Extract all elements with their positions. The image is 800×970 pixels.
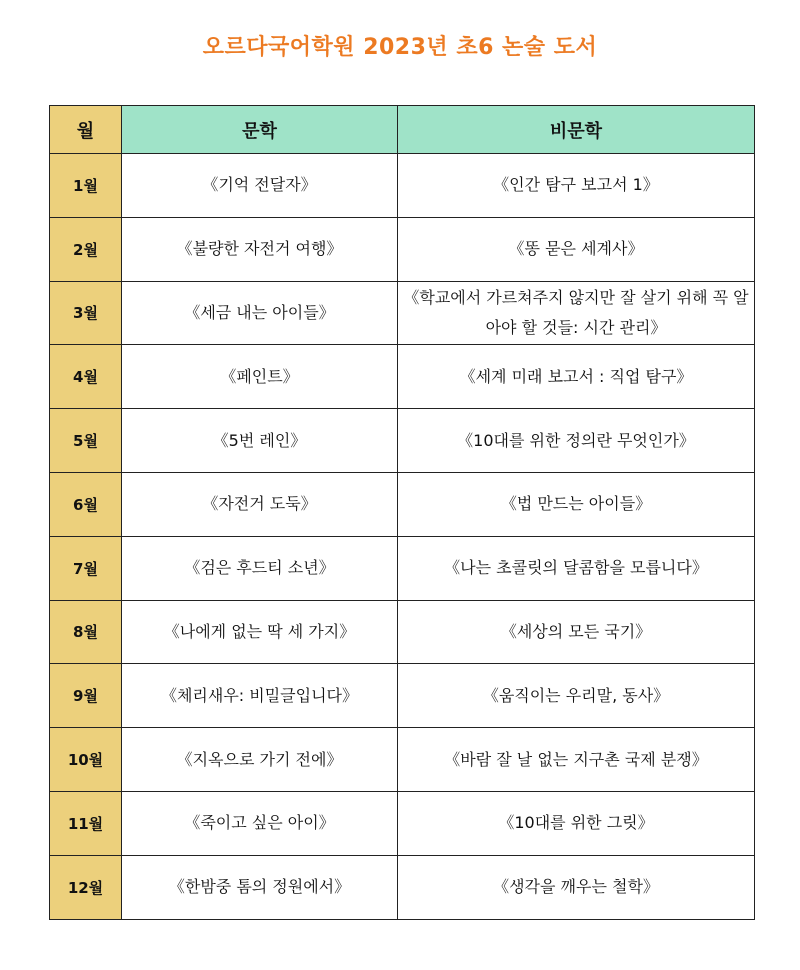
nonliterature-book-cell: 《세상의 모든 국기》 (398, 600, 755, 664)
nonliterature-book-cell: 《10대를 위한 그릿》 (398, 791, 755, 855)
nonliterature-book-cell: 《법 만드는 아이들》 (398, 472, 755, 536)
month-cell: 7월 (50, 536, 122, 600)
table-row (50, 855, 755, 919)
month-cell: 4월 (50, 345, 122, 409)
header-month: 월 (50, 106, 122, 154)
nonliterature-book-cell: 《바람 잘 날 없는 지구촌 국제 분쟁》 (398, 728, 755, 792)
table-row (50, 281, 755, 345)
literature-book-cell: 《검은 후드티 소년》 (122, 536, 398, 600)
table-row (50, 154, 755, 218)
month-cell: 12월 (50, 855, 122, 919)
literature-book-cell: 《세금 내는 아이들》 (122, 281, 398, 345)
month-cell: 2월 (50, 217, 122, 281)
literature-book-cell: 《불량한 자전거 여행》 (122, 217, 398, 281)
literature-book-cell: 《나에게 없는 딱 세 가지》 (122, 600, 398, 664)
literature-book-cell: 《체리새우: 비밀글입니다》 (122, 664, 398, 728)
table-row (50, 664, 755, 728)
literature-book-cell: 《한밤중 톰의 정원에서》 (122, 855, 398, 919)
nonliterature-book-cell: 《움직이는 우리말, 동사》 (398, 664, 755, 728)
month-cell: 10월 (50, 728, 122, 792)
month-cell: 3월 (50, 281, 122, 345)
reading-schedule-table (49, 105, 755, 920)
month-cell: 11월 (50, 791, 122, 855)
nonliterature-book-cell: 《학교에서 가르쳐주지 않지만 잘 살기 위해 꼭 알아야 할 것들: 시간 관리》 (398, 281, 755, 345)
table-row (50, 345, 755, 409)
month-cell: 6월 (50, 472, 122, 536)
table-row (50, 600, 755, 664)
nonliterature-book-cell: 《똥 묻은 세계사》 (398, 217, 755, 281)
nonliterature-book-cell: 《인간 탐구 보고서 1》 (398, 154, 755, 218)
table-row (50, 409, 755, 473)
literature-book-cell: 《자전거 도둑》 (122, 472, 398, 536)
header-nonliterature: 비문학 (398, 106, 755, 154)
nonliterature-book-cell: 《생각을 깨우는 철학》 (398, 855, 755, 919)
table-row (50, 536, 755, 600)
table-header-row (50, 106, 755, 154)
month-cell: 5월 (50, 409, 122, 473)
literature-book-cell: 《지옥으로 가기 전에》 (122, 728, 398, 792)
table-row (50, 728, 755, 792)
literature-book-cell: 《죽이고 싶은 아이》 (122, 791, 398, 855)
month-cell: 9월 (50, 664, 122, 728)
nonliterature-book-cell: 《10대를 위한 정의란 무엇인가》 (398, 409, 755, 473)
nonliterature-book-cell: 《나는 초콜릿의 달콤함을 모릅니다》 (398, 536, 755, 600)
literature-book-cell: 《기억 전달자》 (122, 154, 398, 218)
page-title: 오르다국어학원 2023년 초6 논술 도서 (202, 35, 598, 60)
header-literature: 문학 (122, 106, 398, 154)
literature-book-cell: 《5번 레인》 (122, 409, 398, 473)
month-cell: 1월 (50, 154, 122, 218)
table-row (50, 791, 755, 855)
literature-book-cell: 《페인트》 (122, 345, 398, 409)
nonliterature-book-cell: 《세계 미래 보고서 : 직업 탐구》 (398, 345, 755, 409)
table-row (50, 217, 755, 281)
table-row (50, 472, 755, 536)
month-cell: 8월 (50, 600, 122, 664)
